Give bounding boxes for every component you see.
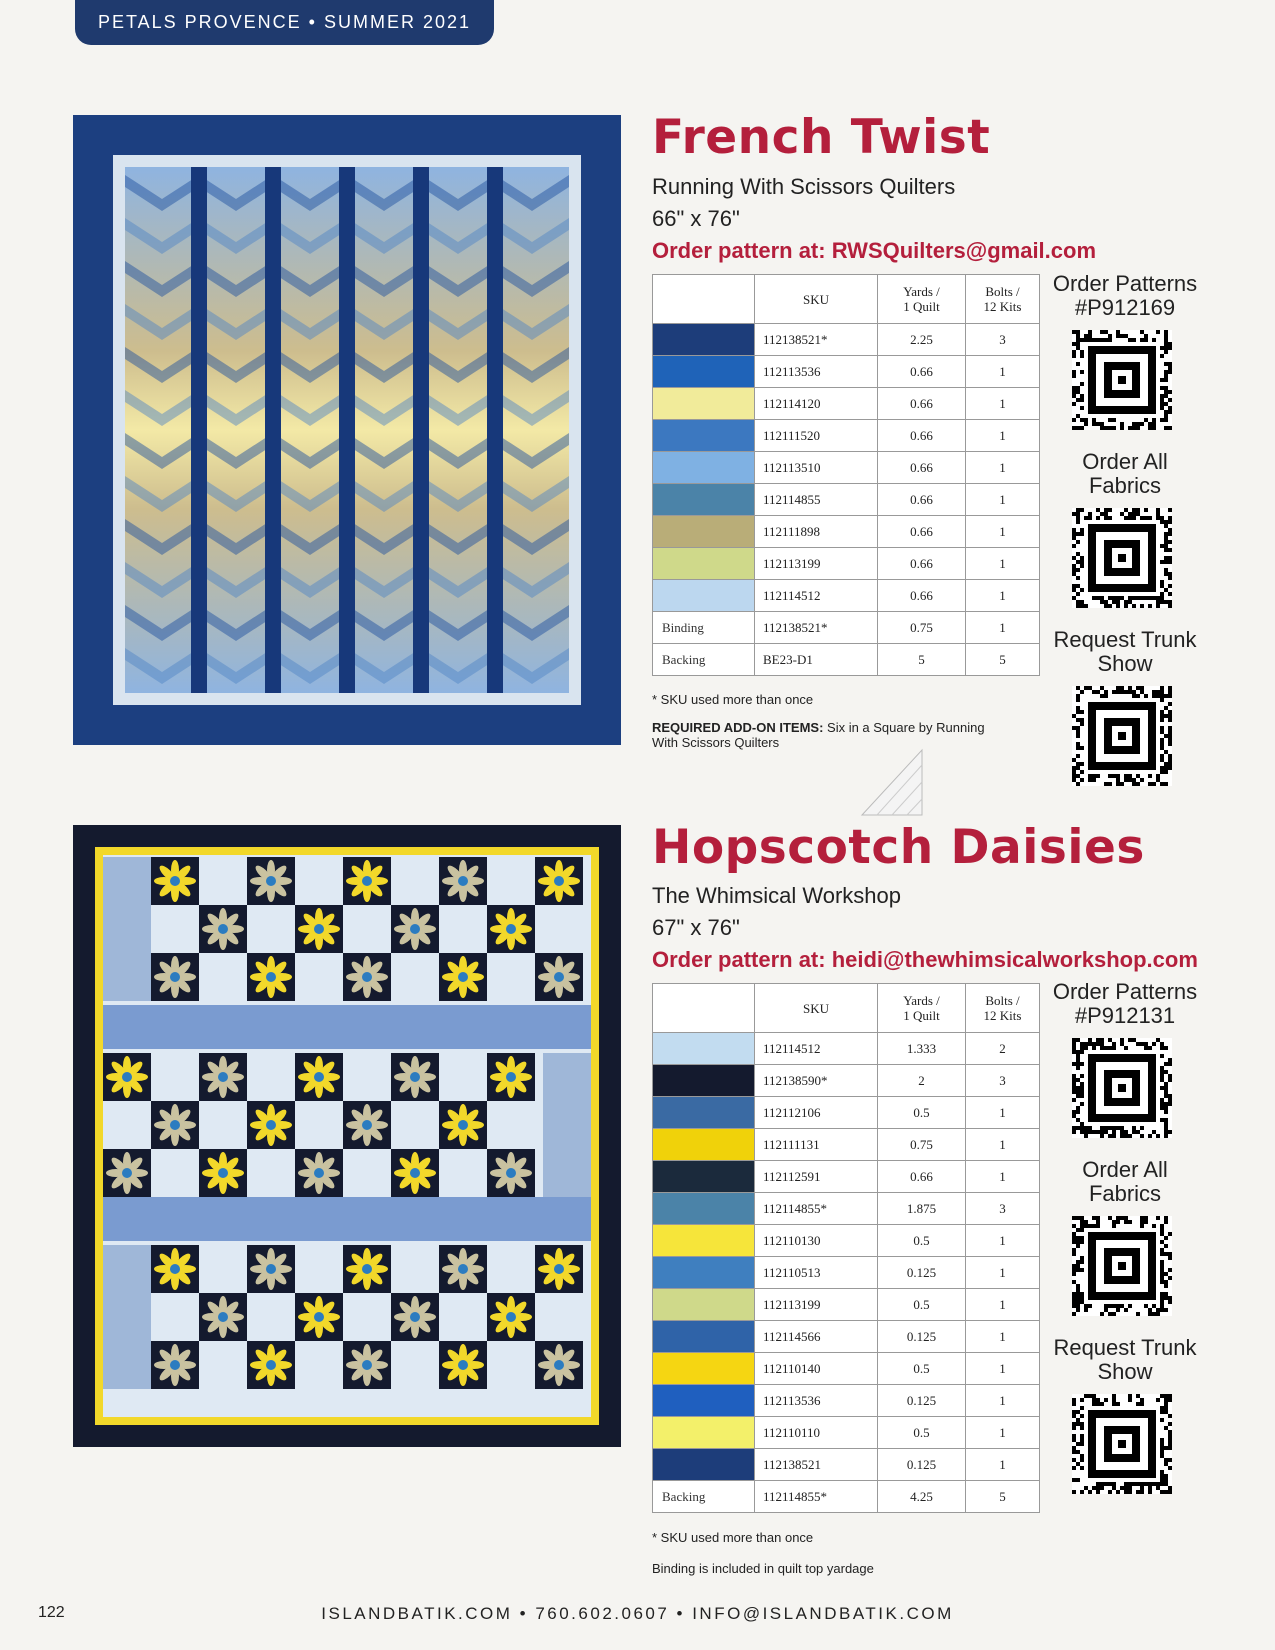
bolts-cell: 1 — [966, 580, 1040, 612]
sku-cell: 112138590* — [755, 1065, 878, 1097]
sku-cell: 112114120 — [755, 388, 878, 420]
order-pattern-link[interactable]: Order pattern at: RWSQuilters@gmail.com — [652, 238, 1097, 263]
sku-cell: 112110110 — [755, 1417, 878, 1449]
table-row — [653, 1065, 1040, 1097]
fabric-swatch — [653, 356, 755, 388]
sku-cell: 112113510 — [755, 452, 878, 484]
hopscotch-daisies-quilt-image — [73, 825, 621, 1447]
table-row — [653, 612, 1040, 644]
table-row — [653, 388, 1040, 420]
yards-cell: 0.125 — [878, 1385, 966, 1417]
bolts-cell: 1 — [966, 1257, 1040, 1289]
yards-cell: 0.5 — [878, 1097, 966, 1129]
table-row — [653, 1033, 1040, 1065]
swatch-header — [653, 984, 755, 1033]
bolts-cell: 1 — [966, 1097, 1040, 1129]
binding-note: Binding is included in quilt top yardage — [652, 1561, 874, 1576]
yards-cell: 2 — [878, 1065, 966, 1097]
request-trunk-show-label: Request Trunk Show — [1053, 1335, 1197, 1384]
designer-name: Running With Scissors Quilters — [652, 174, 956, 199]
yards-cell: 0.66 — [878, 452, 966, 484]
magazine-header-tab: PETALS PROVENCE • SUMMER 2021 — [75, 0, 494, 45]
footer-contact: ISLANDBATIK.COM • 760.602.0607 • INFO@ISLANDBATIK.COM — [321, 1604, 954, 1623]
sku-cell: 112110513 — [755, 1257, 878, 1289]
table-row — [653, 1193, 1040, 1225]
qr-code-icon[interactable] — [1072, 686, 1172, 786]
swatch-header — [653, 275, 755, 324]
yards-cell: 0.66 — [878, 420, 966, 452]
bolts-cell: 1 — [966, 1417, 1040, 1449]
sku-cell: 112111131 — [755, 1129, 878, 1161]
yards-header: Yards / 1 Quilt — [878, 275, 966, 324]
sku-footnote: * SKU used more than once — [652, 692, 814, 707]
yards-cell: 0.66 — [878, 516, 966, 548]
fabric-swatch — [653, 452, 755, 484]
table-row — [653, 580, 1040, 612]
bolts-cell: 1 — [966, 612, 1040, 644]
yards-cell: 4.25 — [878, 1481, 966, 1513]
fabric-table — [652, 274, 1040, 676]
yards-cell: 0.125 — [878, 1449, 966, 1481]
fabric-swatch — [653, 1129, 755, 1161]
row-label: Backing — [653, 644, 755, 676]
sku-cell: 112112591 — [755, 1161, 878, 1193]
yards-cell: 0.75 — [878, 1129, 966, 1161]
quilt-size: 66" x 76" — [652, 206, 740, 231]
yards-cell: 1.333 — [878, 1033, 966, 1065]
yards-cell: 0.66 — [878, 580, 966, 612]
sku-cell: 112113536 — [755, 1385, 878, 1417]
ruler-product-image — [852, 745, 930, 820]
sku-cell: 112114855* — [755, 1481, 878, 1513]
sku-cell: 112110130 — [755, 1225, 878, 1257]
table-row — [653, 1481, 1040, 1513]
table-row — [653, 1417, 1040, 1449]
yards-header: Yards / 1 Quilt — [878, 984, 966, 1033]
bolts-cell: 5 — [966, 644, 1040, 676]
bolts-cell: 1 — [966, 420, 1040, 452]
sku-cell: 112113199 — [755, 548, 878, 580]
bolts-cell: 1 — [966, 1289, 1040, 1321]
sku-header: SKU — [755, 275, 878, 324]
yards-cell: 0.66 — [878, 356, 966, 388]
fabric-swatch — [653, 1417, 755, 1449]
fabric-swatch — [653, 580, 755, 612]
sku-cell: 112111520 — [755, 420, 878, 452]
row-label: Backing — [653, 1481, 755, 1513]
sku-cell: 112138521* — [755, 324, 878, 356]
fabric-swatch — [653, 1097, 755, 1129]
table-row — [653, 484, 1040, 516]
qr-code-icon[interactable] — [1072, 1394, 1172, 1494]
fabric-swatch — [653, 484, 755, 516]
bolts-cell: 1 — [966, 516, 1040, 548]
table-row — [653, 1257, 1040, 1289]
bolts-header: Bolts / 12 Kits — [966, 984, 1040, 1033]
quilt-size: 67" x 76" — [652, 915, 740, 940]
table-row — [653, 356, 1040, 388]
bolts-cell: 1 — [966, 1321, 1040, 1353]
sku-footnote: * SKU used more than once — [652, 1530, 814, 1545]
yards-cell: 1.875 — [878, 1193, 966, 1225]
yards-cell: 5 — [878, 644, 966, 676]
fabric-swatch — [653, 548, 755, 580]
request-trunk-show-label: Request Trunk Show — [1053, 627, 1197, 676]
bolts-cell: 1 — [966, 356, 1040, 388]
fabric-swatch — [653, 420, 755, 452]
sku-cell: 112114855* — [755, 1193, 878, 1225]
qr-code-icon[interactable] — [1072, 508, 1172, 608]
sku-cell: 112111898 — [755, 516, 878, 548]
yards-cell: 0.125 — [878, 1257, 966, 1289]
sku-cell: 112114566 — [755, 1321, 878, 1353]
qr-code-icon[interactable] — [1072, 1216, 1172, 1316]
fabric-swatch — [653, 1321, 755, 1353]
project-title: Hopscotch Daisies — [652, 820, 1145, 875]
sku-cell: 112113199 — [755, 1289, 878, 1321]
fabric-swatch — [653, 1289, 755, 1321]
yards-cell: 2.25 — [878, 324, 966, 356]
bolts-cell: 5 — [966, 1481, 1040, 1513]
sku-cell: 112110140 — [755, 1353, 878, 1385]
table-row — [653, 1353, 1040, 1385]
bolts-cell: 1 — [966, 388, 1040, 420]
table-row — [653, 1129, 1040, 1161]
sku-cell: 112114855 — [755, 484, 878, 516]
fabric-table — [652, 983, 1040, 1513]
sku-cell: 112114512 — [755, 1033, 878, 1065]
bolts-cell: 3 — [966, 1065, 1040, 1097]
bolts-cell: 1 — [966, 484, 1040, 516]
bolts-cell: 1 — [966, 452, 1040, 484]
table-row — [653, 452, 1040, 484]
bolts-cell: 1 — [966, 1353, 1040, 1385]
qr-code-icon[interactable] — [1072, 330, 1172, 430]
table-row — [653, 1097, 1040, 1129]
sku-cell: 112138521* — [755, 612, 878, 644]
table-row — [653, 516, 1040, 548]
bolts-cell: 3 — [966, 1193, 1040, 1225]
table-row — [653, 324, 1040, 356]
page-number: 122 — [38, 1604, 65, 1621]
yards-cell: 0.5 — [878, 1353, 966, 1385]
order-all-fabrics-label: Order All Fabrics — [1082, 449, 1168, 498]
row-label: Binding — [653, 612, 755, 644]
sku-header: SKU — [755, 984, 878, 1033]
project-title: French Twist — [652, 110, 991, 165]
table-row — [653, 1449, 1040, 1481]
fabric-swatch — [653, 1033, 755, 1065]
yards-cell: 0.125 — [878, 1321, 966, 1353]
yards-cell: 0.66 — [878, 388, 966, 420]
yards-cell: 0.5 — [878, 1417, 966, 1449]
sku-cell: 112113536 — [755, 356, 878, 388]
yards-cell: 0.66 — [878, 484, 966, 516]
table-row — [653, 1161, 1040, 1193]
yards-cell: 0.5 — [878, 1289, 966, 1321]
fabric-swatch — [653, 1353, 755, 1385]
sku-cell: BE23-D1 — [755, 644, 878, 676]
order-patterns-label: Order Patterns #P912131 — [1052, 979, 1198, 1028]
designer-name: The Whimsical Workshop — [652, 883, 901, 908]
table-row — [653, 1225, 1040, 1257]
fabric-swatch — [653, 324, 755, 356]
yards-cell: 0.5 — [878, 1225, 966, 1257]
bolts-cell: 1 — [966, 1161, 1040, 1193]
sku-cell: 112114512 — [755, 580, 878, 612]
order-patterns-label: Order Patterns #P912169 — [1052, 271, 1198, 320]
bolts-cell: 1 — [966, 1129, 1040, 1161]
order-all-fabrics-label: Order All Fabrics — [1082, 1157, 1168, 1206]
table-row — [653, 644, 1040, 676]
table-row — [653, 1289, 1040, 1321]
fabric-swatch — [653, 516, 755, 548]
french-twist-quilt-image — [73, 115, 621, 745]
order-pattern-link[interactable]: Order pattern at: heidi@thewhimsicalworkshop.com — [652, 947, 1198, 972]
fabric-swatch — [653, 1449, 755, 1481]
bolts-header: Bolts / 12 Kits — [966, 275, 1040, 324]
table-row — [653, 420, 1040, 452]
fabric-swatch — [653, 1257, 755, 1289]
yards-cell: 0.66 — [878, 1161, 966, 1193]
table-row — [653, 548, 1040, 580]
bolts-cell: 1 — [966, 1385, 1040, 1417]
sku-cell: 112112106 — [755, 1097, 878, 1129]
bolts-cell: 1 — [966, 548, 1040, 580]
fabric-swatch — [653, 1385, 755, 1417]
table-row — [653, 1321, 1040, 1353]
bolts-cell: 3 — [966, 324, 1040, 356]
sku-cell: 112138521 — [755, 1449, 878, 1481]
fabric-swatch — [653, 1161, 755, 1193]
bolts-cell: 1 — [966, 1225, 1040, 1257]
fabric-swatch — [653, 1065, 755, 1097]
fabric-swatch — [653, 1193, 755, 1225]
fabric-swatch — [653, 1225, 755, 1257]
qr-code-icon[interactable] — [1072, 1038, 1172, 1138]
yards-cell: 0.66 — [878, 548, 966, 580]
fabric-swatch — [653, 388, 755, 420]
yards-cell: 0.75 — [878, 612, 966, 644]
table-row — [653, 1385, 1040, 1417]
bolts-cell: 2 — [966, 1033, 1040, 1065]
addon-note: REQUIRED ADD-ON ITEMS: Six in a Square by Running With Scissors Quilters — [652, 720, 985, 750]
bolts-cell: 1 — [966, 1449, 1040, 1481]
